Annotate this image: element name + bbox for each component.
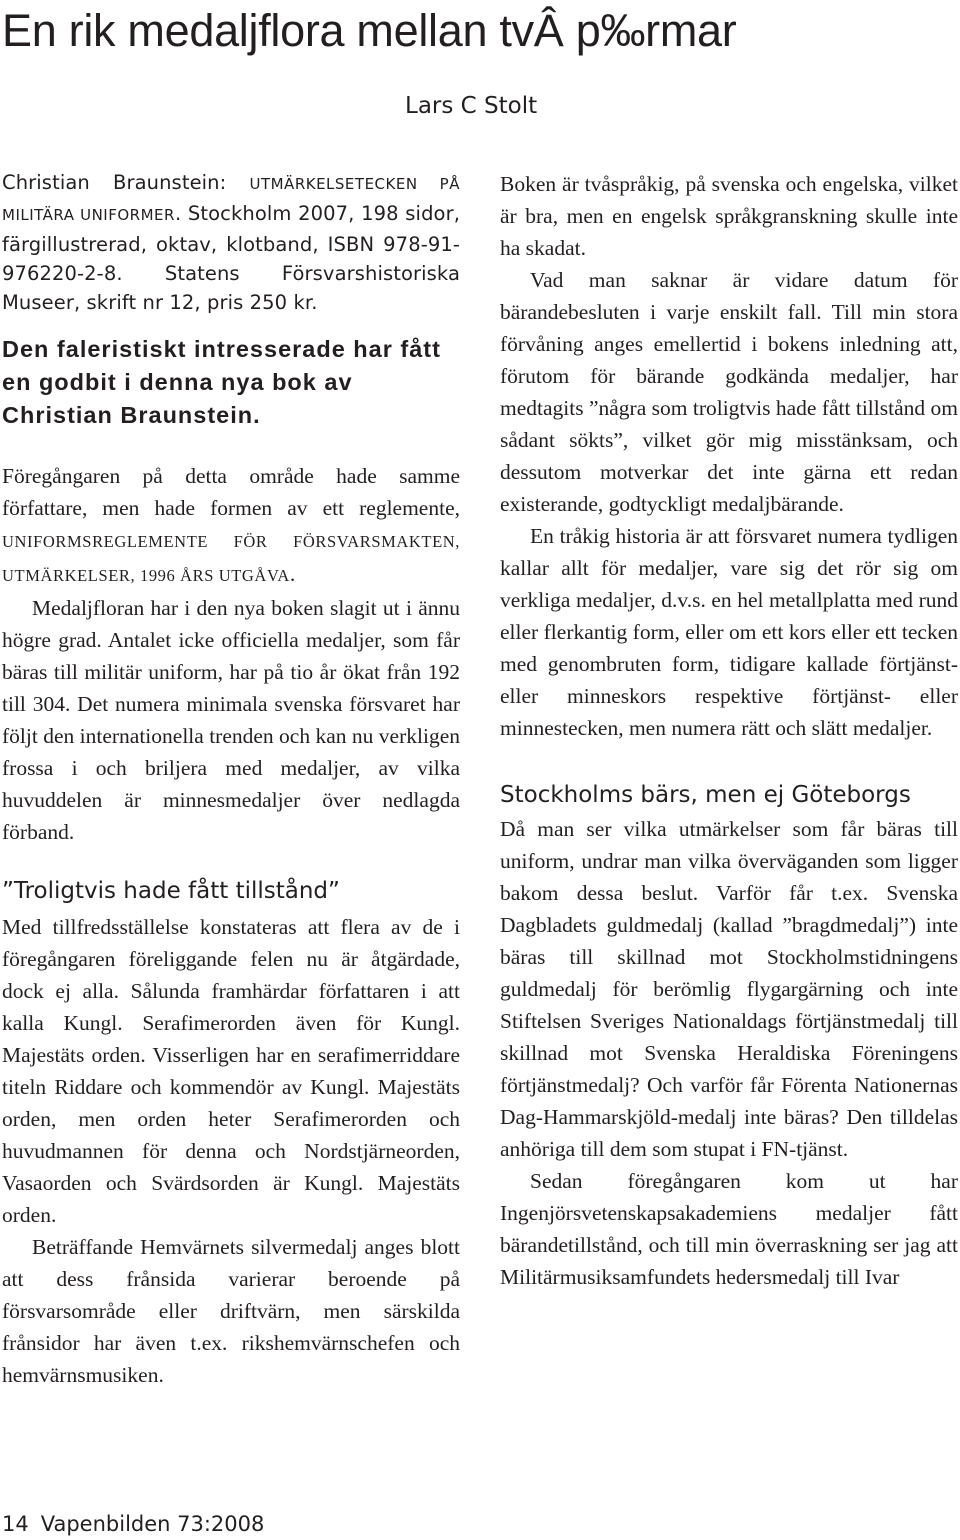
- section-heading: Stockholms bärs, men ej Göteborgs: [500, 782, 911, 808]
- lede: Den faleristiskt intresserade har fått en godbit i denna nya bok av Christian Braunstein.: [2, 336, 441, 428]
- paragraph-end: .: [289, 562, 296, 586]
- page-footer: [2, 1510, 264, 1538]
- book-reference: [2, 168, 460, 317]
- publication-name: Vapenbilden 73:2008: [40, 1512, 265, 1536]
- body-paragraph: Med tillfredsställelse konstateras att flera av de i föregångaren föreliggande felen nu är åtgärdade, dock ej alla. Sålunda framhärdar författaren i att kalla Kungl. Serafimerorden även för Kungl. Majestäts orden. Visserligen har en serafimerriddare titeln Riddare och kommendör av Kungl. Majestäts orden, men orden heter Serafimerorden och huvudmannen för denna och Nordstjärneorden, Vasaorden och Svärdsorden är Kungl. Majestäts orden.: [2, 915, 460, 1227]
- article-title: En rik medaljflora mellan tvÂ p‰rmar: [2, 5, 737, 56]
- book-details: . Stockholm 2007, 198 sidor, färgillustrerad, oktav, klotband, ISBN 978-91-976220-2-8. Statens Försvarshistoriska Museer, skrift nr 12, pris 250 kr.: [2, 202, 460, 314]
- body-paragraph: Medaljfloran har i den nya boken slagit ut i ännu högre grad. Antalet icke officiella medaljer, som får bäras till militär uniform, har på tio år ökat från 192 till 304. Det numera minimala svenska försvaret har följt den internationella trenden och kan nu verkligen frossa i och briljera med medaljer, av vilka huvuddelen är minnesmedaljer över nedlagda förband.: [2, 596, 460, 844]
- body-paragraph: Sedan föregångaren kom ut har Ingenjörsvetenskapsakademiens medaljer fått bärandetillstånd, och till min överraskning ser jag att Militärmusiksamfundets hedersmedalj till Ivar: [500, 1169, 958, 1289]
- reglemente-title: UNIFORMSREGLEMENTE FÖR FÖRSVARSMAKTEN, UTMÄRKELSER, 1996 ÅRS UTGÅVA: [2, 532, 460, 585]
- body-paragraph: [2, 460, 460, 592]
- body-paragraph: En tråkig historia är att försvaret numera tydligen kallar allt för medaljer, vare sig det rör sig om verkliga medaljer, d.v.s. en hel metallplatta med rund eller flerkantig form, eller om ett kors eller ett tecken med genombruten form, tidigare kallade förtjänst- eller minneskors respektive förtjänst- eller minnestecken, men numera rätt och slätt medaljer.: [500, 524, 958, 740]
- section-heading: ”Troligtvis hade fått tillstånd”: [2, 878, 340, 904]
- paragraph-text: Föregångaren på detta område hade samme författare, men hade formen av ett reglemente,: [2, 464, 460, 520]
- book-title: UTMÄRKELSETECKEN PÅ MILITÄRA UNIFORMER: [2, 175, 460, 224]
- right-column: [500, 168, 958, 1293]
- body-paragraph: Vad man saknar är vidare datum för bärandebesluten i varje enskilt fall. Till min stora förvåning anges emellertid i bokens inledning att, förutom för bärande godkända medaljer, har medtagits ”några som troligtvis hade fått tillstånd om sådant sökts”, vilket gör mig misstänksam, och dessutom motverkar det inte gärna ett redan existerande, godtyckligt medaljbärande.: [500, 268, 958, 516]
- article-author: Lars C Stolt: [405, 93, 538, 119]
- left-column: [2, 168, 460, 1391]
- body-paragraph: Beträffande Hemvärnets silvermedalj anges blott att dess frånsida varierar beroende på försvarsområde eller driftvärn, men särskilda frånsidor har även t.ex. rikshemvärnschefen och hemvärnsmusiken.: [2, 1235, 460, 1387]
- book-author: Christian Braunstein:: [2, 171, 250, 194]
- body-paragraph: Då man ser vilka utmärkelser som får bäras till uniform, undrar man vilka överväganden som ligger bakom dessa beslut. Varför får t.ex. Svenska Dagbladets guldmedalj (kallad ”bragdmedalj”) inte bäras till skillnad mot Stockholmstidningens guldmedalj för berömlig flygargärning och inte Stiftelsen Sveriges Nationaldags förtjänstmedalj till skillnad mot Svenska Heraldiska Föreningens förtjänstmedalj? Och varför får Förenta Nationernas Dag-Hammarskjöld-medalj inte bäras? Den tilldelas anhöriga till dem som stupat i FN-tjänst.: [500, 817, 958, 1161]
- body-paragraph: Boken är tvåspråkig, på svenska och engelska, vilket är bra, men en engelsk språkgranskning skulle inte ha skadat.: [500, 172, 958, 260]
- page-number: 14: [2, 1512, 29, 1536]
